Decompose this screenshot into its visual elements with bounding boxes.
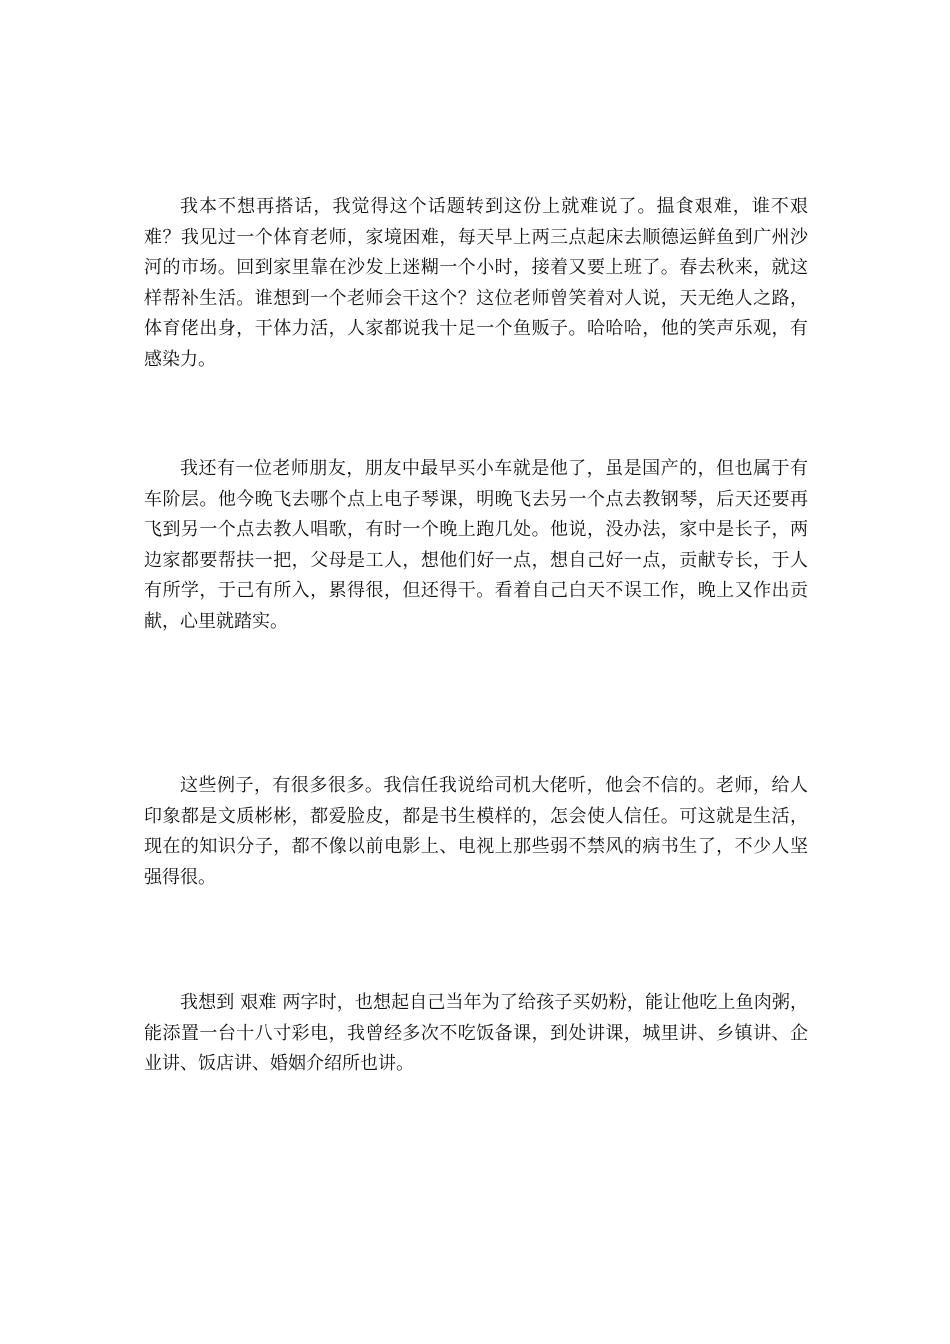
- paragraph-1: 我本不想再搭话，我觉得这个话题转到这份上就难说了。揾食艰难，谁不艰难？我见过一个体育老师，家境困难，每天早上两三点起床去顺德运鲜鱼到广州沙河的市场。回到家里靠在沙发上迷糊一个小时，接着又要上班了。春去秋来，就这样帮补生活。谁想到一个老师会干这个？这位老师曾笑着对人说，天无绝人之路，体育佬出身，干体力活，人家都说我十足一个鱼贩子。哈哈哈，他的笑声乐观，有感染力。: [144, 196, 808, 370]
- paragraph-3: 这些例子，有很多很多。我信任我说给司机大佬听，他会不信的。老师，给人印象都是文质彬彬，都爱脸皮，都是书生模样的，怎会使人信任。可这就是生活，现在的知识分子，都不像以前电影上、电视上那些弱不禁风的病书生了，不少人坚强得很。: [144, 775, 808, 888]
- paragraph-4: 我想到 艰难 两字时，也想起自己当年为了给孩子买奶粉，能让他吃上鱼肉粥，能添置一台十八寸彩电，我曾经多次不吃饭备课，到处讲课，城里讲、乡镇讲、企业讲、饭店讲、婚姻介绍所也讲。: [144, 992, 808, 1074]
- paragraph-2: 我还有一位老师朋友，朋友中最早买小车就是他了，虽是国产的，但也属于有车阶层。他今晚飞去哪个点上电子琴课，明晚飞去另一个点去教钢琴，后天还要再飞到另一个点去教人唱歌，有时一个晚上跑几处。他说，没办法，家中是长子，两边家都要帮扶一把，父母是工人，想他们好一点，想自己好一点，贡献专长，于人有所学，于己有所入，累得很，但还得干。看着自己白天不误工作，晚上又作出贡献，心里就踏实。: [144, 458, 808, 632]
